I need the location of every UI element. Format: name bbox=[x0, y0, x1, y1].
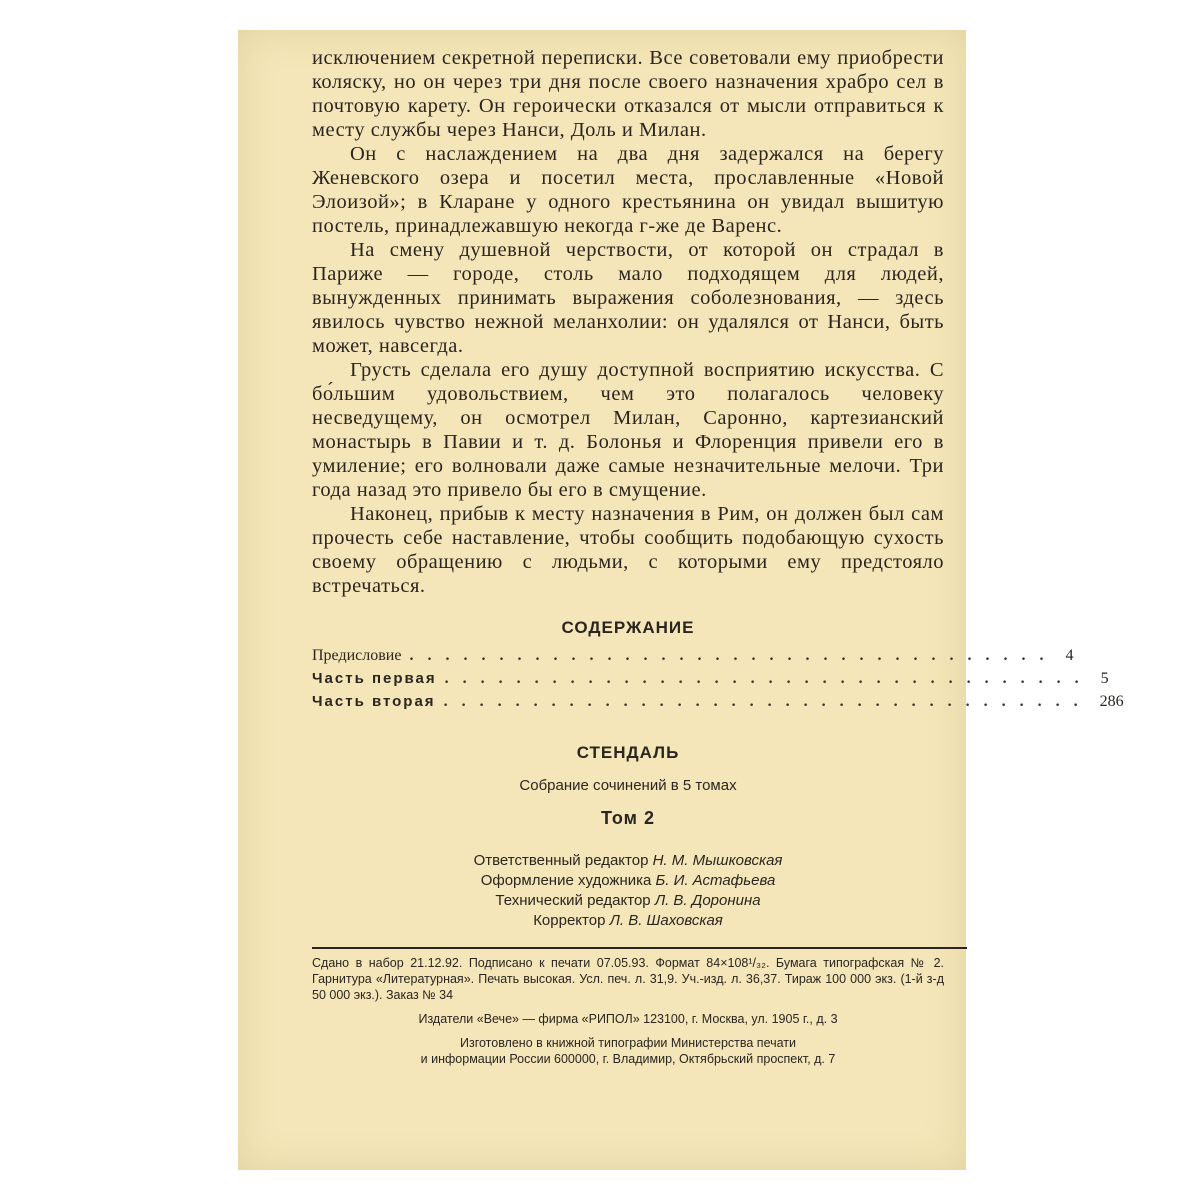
divider-rule bbox=[312, 947, 967, 949]
toc-leader-dots: .................................... bbox=[443, 693, 1092, 710]
paragraph: На смену душевной черствости, от которой он страдал в Париже — городе, столь мало подходящем для людей, вынужденных принимать выражения соболезнования, — здесь явилось чувство нежной меланхолии: он удалялся от Нанси, быть может, навсегда. bbox=[312, 239, 944, 357]
credit-line bbox=[312, 911, 944, 931]
page-column bbox=[312, 46, 1124, 1067]
toc-entry-page: 5 bbox=[1100, 670, 1109, 687]
credit-role: Ответственный редактор bbox=[473, 852, 649, 869]
credit-line bbox=[312, 851, 944, 871]
toc-heading: СОДЕРЖАНИЕ bbox=[561, 618, 695, 637]
toc-entry-label: Предисловие bbox=[312, 647, 402, 664]
paragraph: Он с наслаждением на два дня задержался на берегу Женевского озера и посетил места, прославленные «Новой Элоизой»; в Кларане у одного крестьянина он увидал вышитую постель, принадлежавшую некогда г-же де Варенс. bbox=[312, 143, 944, 237]
book-page bbox=[238, 30, 1124, 1170]
toc-entry-page: 286 bbox=[1099, 693, 1124, 710]
credit-name: Б. И. Астафьева bbox=[655, 872, 776, 889]
credit-name: Л. В. Шаховская bbox=[609, 912, 723, 929]
toc-entry bbox=[312, 690, 1124, 713]
author-name: СТЕНДАЛЬ bbox=[576, 743, 680, 762]
toc-entry-label: Часть вторая bbox=[312, 693, 436, 710]
credit-role: Корректор bbox=[533, 912, 606, 929]
collection-title: Собрание сочинений в 5 томах bbox=[519, 777, 737, 794]
publishers-line: Издатели «Вече» — фирма «РИПОЛ» 123100, г. Москва, ул. 1905 г., д. 3 bbox=[418, 1012, 838, 1026]
toc-entry-label: Часть первая bbox=[312, 670, 437, 687]
paragraph: Грусть сделала его душу доступной восприятию искусства. С бо́льшим удовольствием, чем это полагалось человеку несведущему, он осмотрел Милан, Саронно, картезианский монастырь в Павии и т. д. Болонья и Флоренция привели его в умиление; его волновали даже самые незначительные мелочи. Три года назад это привело бы его в смущение. bbox=[312, 359, 944, 501]
credits bbox=[312, 851, 944, 931]
credit-role: Оформление художника bbox=[480, 872, 652, 889]
table-of-contents bbox=[312, 644, 1124, 713]
paragraph: исключением секретной переписки. Все советовали ему приобрести коляску, но он через три дня после своего назначения храбро сел в почтовую карету. Он героически отказался от мысли отправиться к месту службы через Нанси, Доль и Милан. bbox=[312, 47, 944, 141]
imprint bbox=[312, 955, 944, 1067]
toc-leader-dots: .................................... bbox=[444, 670, 1093, 687]
toc-leader-dots: .................................... bbox=[409, 647, 1058, 664]
paragraph: Наконец, прибыв к месту назначения в Рим, он должен был сам прочесть себе наставление, чтобы сообщить подобающую сухость своему обращению с людьми, с которыми ему предстояло встречаться. bbox=[312, 503, 944, 597]
printer-line: и информации России 600000, г. Владимир, Октябрьский проспект, д. 7 bbox=[420, 1052, 836, 1066]
printer-line: Изготовлено в книжной типографии Министерства печати bbox=[459, 1036, 797, 1050]
credit-line bbox=[312, 891, 944, 911]
credit-line bbox=[312, 871, 944, 891]
print-details: Сдано в набор 21.12.92. Подписано к печати 07.05.93. Формат 84×108¹/₃₂. Бумага типографская № 2. Гарнитура «Литературная». Печать высокая. Усл. печ. л. 31,9. Уч.-изд. л. 36,37. Тираж 100 000 экз. (1-й з-д 50 000 экз.). Заказ № 34 bbox=[312, 956, 944, 1002]
volume-number: Том 2 bbox=[601, 808, 655, 828]
credit-name: Н. М. Мышковская bbox=[652, 852, 783, 869]
credit-role: Технический редактор bbox=[495, 892, 651, 909]
toc-entry bbox=[312, 644, 1074, 667]
credit-name: Л. В. Доронина bbox=[654, 892, 761, 909]
toc-entry bbox=[312, 667, 1109, 690]
body-text bbox=[312, 46, 944, 598]
toc-entry-page: 4 bbox=[1065, 647, 1074, 664]
